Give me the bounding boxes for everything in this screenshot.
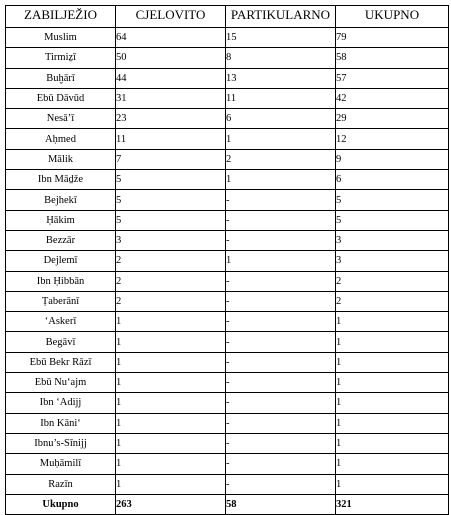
hadith-collector-table [5,5,449,515]
full-count: 1 [116,352,226,372]
partial-count: - [226,433,336,453]
total-count: 1 [336,312,449,332]
full-count: 5 [116,170,226,190]
collector-name: Ebū Bekr Rāzī [6,352,116,372]
table-row [6,312,449,332]
full-count: 1 [116,393,226,413]
total-label: Ukupno [6,494,116,514]
total-count: 57 [336,68,449,88]
header-total: UKUPNO [336,6,449,28]
partial-count: - [226,230,336,250]
partial-count: - [226,413,336,433]
full-count: 64 [116,28,226,48]
total-count: 3 [336,251,449,271]
partial-count: 1 [226,170,336,190]
table-row [6,129,449,149]
table-footer [6,494,449,514]
header-full: CJELOVITO [116,6,226,28]
collector-name: Tirmiẕī [6,48,116,68]
total-count: 6 [336,170,449,190]
total-count: 79 [336,28,449,48]
hadith-collector-table-container [5,5,448,515]
full-count: 23 [116,109,226,129]
table-row [6,68,449,88]
table-row [6,230,449,250]
table-row [6,373,449,393]
total-count: 1 [336,454,449,474]
header-collector: ZABILJEŽIO [6,6,116,28]
collector-name: Ibn Kāni‘ [6,413,116,433]
collector-name: Nesā’ī [6,109,116,129]
total-count: 1 [336,474,449,494]
total-count: 1 [336,393,449,413]
full-count: 1 [116,433,226,453]
full-count: 44 [116,68,226,88]
collector-name: Ebū Dāvūd [6,88,116,108]
collector-name: Ibn ‘Adijj [6,393,116,413]
full-count: 31 [116,88,226,108]
total-count: 3 [336,230,449,250]
partial-count: 11 [226,88,336,108]
collector-name: Buḫārī [6,68,116,88]
table-row [6,271,449,291]
full-count: 1 [116,373,226,393]
table-row [6,251,449,271]
total-count: 1 [336,352,449,372]
collector-name: Ibnu’s-Sīnijj [6,433,116,453]
full-count: 2 [116,271,226,291]
table-row [6,28,449,48]
partial-count: - [226,210,336,230]
total-count: 2 [336,291,449,311]
partial-count: 13 [226,68,336,88]
table-row [6,170,449,190]
full-count: 3 [116,230,226,250]
partial-count: - [226,474,336,494]
total-count: 2 [336,271,449,291]
table-row [6,190,449,210]
collector-name: Ebū Nu‘ajm [6,373,116,393]
full-count: 1 [116,332,226,352]
table-row [6,454,449,474]
total-count: 1 [336,413,449,433]
header-row [6,6,449,28]
full-count: 1 [116,454,226,474]
total-count: 58 [336,48,449,68]
total-count: 5 [336,190,449,210]
total-partial: 58 [226,494,336,514]
table-row [6,109,449,129]
full-count: 1 [116,413,226,433]
collector-name: Begāvī [6,332,116,352]
full-count: 5 [116,190,226,210]
total-count: 12 [336,129,449,149]
partial-count: 2 [226,149,336,169]
partial-count: - [226,393,336,413]
table-row [6,474,449,494]
collector-name: Ibn Ḥibbān [6,271,116,291]
total-count: 42 [336,88,449,108]
full-count: 7 [116,149,226,169]
table-header [6,6,449,28]
collector-name: Ṭaberānī [6,291,116,311]
total-total: 321 [336,494,449,514]
total-full: 263 [116,494,226,514]
collector-name: Bejhekī [6,190,116,210]
partial-count: 15 [226,28,336,48]
full-count: 5 [116,210,226,230]
table-row [6,210,449,230]
partial-count: - [226,291,336,311]
table-row [6,332,449,352]
full-count: 1 [116,474,226,494]
partial-count: - [226,454,336,474]
total-count: 1 [336,373,449,393]
full-count: 1 [116,312,226,332]
table-row [6,433,449,453]
collector-name: Ibn Māḏže [6,170,116,190]
collector-name: ‘Askerī [6,312,116,332]
table-row [6,88,449,108]
partial-count: 8 [226,48,336,68]
total-count: 1 [336,433,449,453]
full-count: 50 [116,48,226,68]
table-row [6,291,449,311]
full-count: 2 [116,291,226,311]
partial-count: - [226,190,336,210]
table-row [6,149,449,169]
partial-count: 6 [226,109,336,129]
collector-name: Muḥāmilī [6,454,116,474]
table-row [6,48,449,68]
collector-name: Ḥākim [6,210,116,230]
partial-count: - [226,352,336,372]
collector-name: Bezzār [6,230,116,250]
partial-count: - [226,373,336,393]
total-count: 9 [336,149,449,169]
full-count: 11 [116,129,226,149]
collector-name: Razīn [6,474,116,494]
partial-count: - [226,312,336,332]
partial-count: 1 [226,129,336,149]
collector-name: Muslim [6,28,116,48]
collector-name: Aḥmed [6,129,116,149]
total-count: 5 [336,210,449,230]
total-row [6,494,449,514]
total-count: 1 [336,332,449,352]
collector-name: Mālik [6,149,116,169]
partial-count: - [226,332,336,352]
table-row [6,393,449,413]
table-row [6,352,449,372]
total-count: 29 [336,109,449,129]
collector-name: Dejlemī [6,251,116,271]
header-partial: PARTIKULARNO [226,6,336,28]
table-body [6,28,449,495]
partial-count: 1 [226,251,336,271]
partial-count: - [226,271,336,291]
full-count: 2 [116,251,226,271]
table-row [6,413,449,433]
